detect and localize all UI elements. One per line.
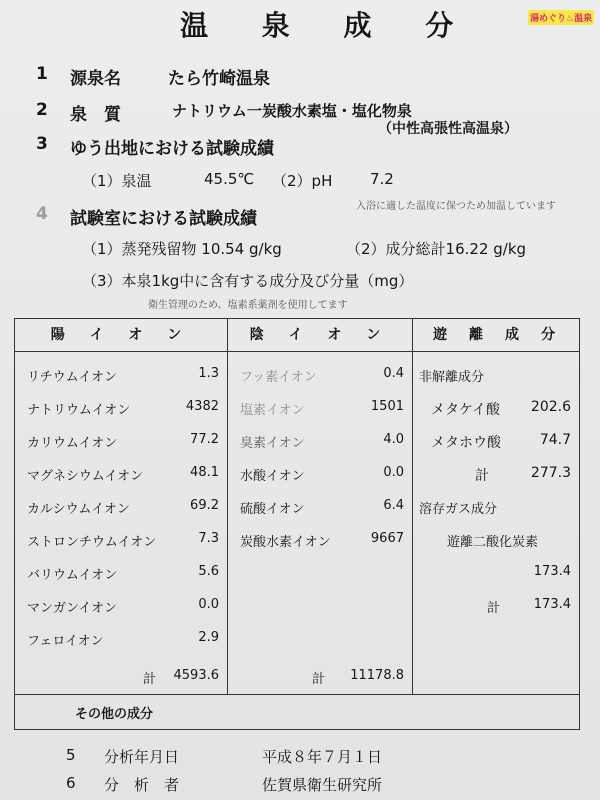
component-name: ストロンチウムイオン bbox=[27, 535, 157, 550]
component-value: 7.3 bbox=[198, 531, 219, 546]
component-value: 4.0 bbox=[383, 432, 404, 447]
component-value: 4382 bbox=[185, 399, 219, 414]
other-components-label: その他の成分 bbox=[75, 707, 154, 722]
component-name: 水酸イオン bbox=[240, 469, 305, 484]
table-row bbox=[15, 630, 227, 650]
item-label: ゆう出地における試験成績 bbox=[70, 139, 274, 159]
component-name: カリウムイオン bbox=[27, 436, 118, 451]
component-value: 5.6 bbox=[198, 564, 219, 579]
component-name: 炭酸水素イオン bbox=[240, 535, 331, 550]
page-title: 温 泉 成 分 bbox=[180, 9, 476, 42]
free-header: 遊 離 成 分 bbox=[433, 327, 559, 343]
table-row bbox=[15, 531, 227, 551]
component-name: フェロイオン bbox=[27, 634, 104, 649]
spring-quality: ナトリウム一炭酸水素塩・塩化物泉 bbox=[172, 102, 412, 120]
anion-column bbox=[228, 352, 413, 695]
item-label: 泉 質 bbox=[70, 105, 121, 125]
item-number: 3 bbox=[36, 134, 48, 154]
cation-header-cell bbox=[15, 319, 228, 352]
evaporation-residue: （1）蒸発残留物 10.54 g/kg bbox=[82, 240, 282, 258]
component-value: 202.6 bbox=[530, 399, 571, 415]
gas-total-value: 173.4 bbox=[533, 597, 571, 612]
component-value: 1501 bbox=[370, 399, 404, 414]
component-name: カルシウムイオン bbox=[27, 502, 130, 517]
component-name: マンガンイオン bbox=[27, 601, 117, 616]
chlorine-note: 衛生管理のため、塩素系薬剤を使用してます bbox=[148, 300, 348, 311]
table-row bbox=[413, 399, 579, 419]
component-name: マグネシウムイオン bbox=[27, 469, 144, 484]
component-value: 173.4 bbox=[533, 564, 571, 579]
gas-total-row bbox=[413, 597, 579, 617]
free-column bbox=[413, 352, 580, 695]
component-name: バリウムイオン bbox=[27, 568, 118, 583]
temp-label: （1）泉温 bbox=[82, 172, 152, 190]
item-number: 6 bbox=[66, 774, 76, 792]
total-label: 計 bbox=[312, 672, 326, 687]
table-row bbox=[413, 564, 579, 584]
cation-total-value: 4593.6 bbox=[173, 668, 219, 683]
cation-header: 陽 イ オ ン bbox=[50, 327, 192, 343]
item-number: 5 bbox=[66, 746, 76, 764]
component-name: メタケイ酸 bbox=[431, 402, 501, 418]
table-row bbox=[228, 531, 412, 551]
table-row bbox=[228, 366, 412, 386]
temp-value: 45.5℃ bbox=[204, 170, 255, 188]
table-row bbox=[228, 399, 412, 419]
cation-total-row bbox=[15, 668, 227, 688]
components-table bbox=[14, 318, 580, 730]
nondissociated-total-value: 277.3 bbox=[530, 465, 571, 481]
dissolved-gas-heading: 溶存ガス成分 bbox=[419, 502, 498, 517]
table-row bbox=[15, 597, 227, 617]
table-row bbox=[15, 366, 227, 386]
component-value: 0.0 bbox=[198, 597, 219, 612]
total-label: 計 bbox=[143, 672, 157, 687]
table-row bbox=[15, 399, 227, 419]
component-value: 1.3 bbox=[198, 366, 219, 381]
item-label: 試験室における試験成績 bbox=[70, 209, 257, 229]
total-label: 計 bbox=[487, 601, 501, 616]
anion-header: 陰 イ オ ン bbox=[249, 327, 391, 343]
heating-note: 入浴に適した温度に保つため加温しています bbox=[356, 201, 556, 212]
table-row bbox=[413, 432, 579, 452]
component-value: 2.9 bbox=[198, 630, 219, 645]
component-value: 48.1 bbox=[190, 465, 219, 480]
total-components: （2）成分総計16.22 g/kg bbox=[346, 240, 527, 258]
item-label: 分析年月日 bbox=[104, 748, 180, 766]
component-value: 9667 bbox=[370, 531, 404, 546]
anion-header-cell bbox=[228, 319, 413, 352]
table-row bbox=[15, 498, 227, 518]
item-number: 2 bbox=[36, 100, 48, 120]
table-row bbox=[15, 564, 227, 584]
item-label: 源泉名 bbox=[70, 69, 121, 89]
component-value: 74.7 bbox=[539, 432, 571, 448]
component-name: ナトリウムイオン bbox=[27, 403, 131, 418]
anion-total-value: 11178.8 bbox=[350, 668, 404, 683]
nondissociated-heading: 非解離成分 bbox=[419, 370, 485, 385]
component-value: 0.0 bbox=[383, 465, 404, 480]
analysis-date: 平成８年７月１日 bbox=[262, 748, 383, 766]
table-row bbox=[413, 531, 579, 551]
analyst: 佐賀県衛生研究所 bbox=[262, 776, 383, 794]
component-name: 硫酸イオン bbox=[240, 502, 305, 517]
item-number: 1 bbox=[36, 64, 48, 84]
component-name: 臭素イオン bbox=[240, 436, 305, 451]
component-name: 塩素イオン bbox=[240, 403, 305, 418]
spring-name: たら竹崎温泉 bbox=[168, 69, 270, 89]
anion-total-row bbox=[228, 668, 412, 688]
free-header-cell bbox=[413, 319, 580, 352]
component-value: 0.4 bbox=[383, 366, 404, 381]
table-row bbox=[228, 498, 412, 518]
item-label: 分 析 者 bbox=[104, 776, 180, 794]
other-components-row bbox=[15, 695, 580, 730]
nondissociated-total-row bbox=[413, 465, 579, 485]
site-logo: 湯めぐり♨温泉 bbox=[528, 10, 594, 25]
component-value: 77.2 bbox=[190, 432, 219, 447]
component-name: フッ素イオン bbox=[240, 370, 317, 385]
component-name: リチウムイオン bbox=[27, 370, 117, 385]
total-label: 計 bbox=[475, 468, 489, 484]
table-row bbox=[228, 465, 412, 485]
ph-label: （2）pH bbox=[272, 172, 333, 190]
component-value: 6.4 bbox=[383, 498, 404, 513]
table-row bbox=[15, 465, 227, 485]
component-value: 69.2 bbox=[190, 498, 219, 513]
content-heading: （3）本泉1kg中に含有する成分及び分量（mg） bbox=[82, 272, 414, 290]
table-row bbox=[228, 432, 412, 452]
table-row bbox=[15, 432, 227, 452]
component-name: 遊離二酸化炭素 bbox=[447, 535, 539, 550]
ph-value: 7.2 bbox=[370, 170, 394, 188]
component-name: メタホウ酸 bbox=[431, 435, 501, 451]
spring-quality-detail: （中性高張性高温泉） bbox=[378, 121, 518, 137]
item-number: 4 bbox=[36, 204, 48, 224]
cation-column bbox=[15, 352, 228, 695]
